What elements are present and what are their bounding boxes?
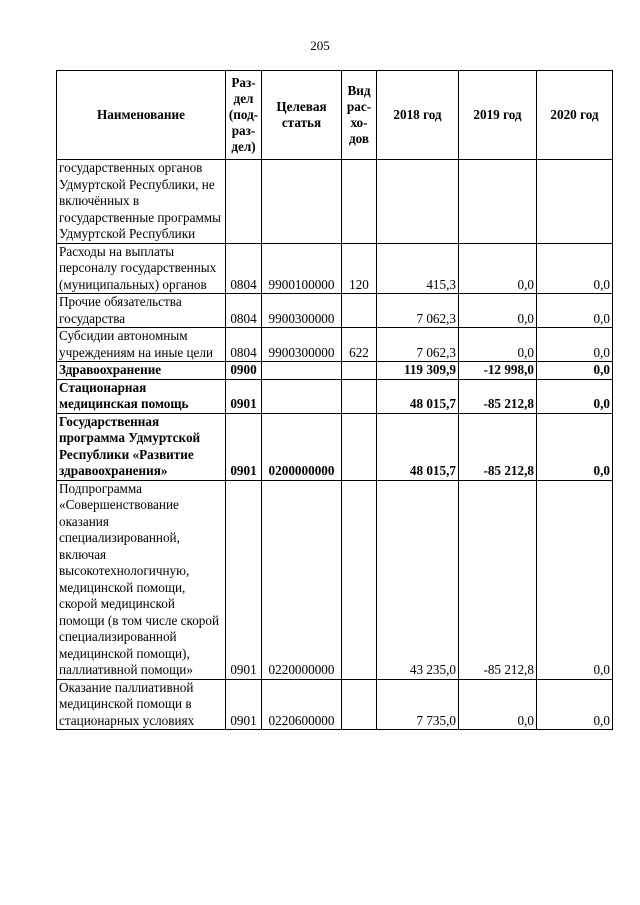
header-razdel: Раз- дел (под- раз- дел) <box>226 71 262 160</box>
row-vid <box>342 679 377 730</box>
row-razdel: 0901 <box>226 379 262 413</box>
table-row <box>57 243 613 294</box>
table-row <box>57 294 613 328</box>
row-vid <box>342 413 377 480</box>
row-target: 0220600000 <box>262 679 342 730</box>
row-2020 <box>537 160 613 244</box>
row-name: Стационарная медицинская помощь <box>57 379 226 413</box>
row-name: Подпрограмма «Совершенствование оказания специализированной, включая высокотехнологичную, медицинской помощи, скорой медицинской помощи (в том числе скорой специализированной медицинской помощи), паллиативной помощи» <box>57 480 226 679</box>
row-2019: 0,0 <box>459 294 537 328</box>
row-2018: 48 015,7 <box>377 379 459 413</box>
row-name: Здравоохранение <box>57 362 226 380</box>
row-target: 9900300000 <box>262 294 342 328</box>
row-2019: 0,0 <box>459 328 537 362</box>
table-row <box>57 160 613 244</box>
row-razdel: 0804 <box>226 294 262 328</box>
header-2020: 2020 год <box>537 71 613 160</box>
table-row <box>57 413 613 480</box>
row-vid <box>342 379 377 413</box>
row-vid <box>342 294 377 328</box>
row-target <box>262 362 342 380</box>
row-2020: 0,0 <box>537 328 613 362</box>
row-razdel: 0901 <box>226 413 262 480</box>
table-row <box>57 480 613 679</box>
table-row <box>57 379 613 413</box>
row-2020: 0,0 <box>537 480 613 679</box>
row-2018: 119 309,9 <box>377 362 459 380</box>
row-razdel: 0900 <box>226 362 262 380</box>
row-2019: 0,0 <box>459 243 537 294</box>
row-2018: 7 062,3 <box>377 294 459 328</box>
row-2018: 7 062,3 <box>377 328 459 362</box>
row-target <box>262 379 342 413</box>
row-2018: 48 015,7 <box>377 413 459 480</box>
budget-table <box>56 70 613 730</box>
row-2018 <box>377 160 459 244</box>
row-name: Оказание паллиативной медицинской помощи в стационарных условиях <box>57 679 226 730</box>
page-number: 205 <box>310 38 330 53</box>
row-2020: 0,0 <box>537 294 613 328</box>
row-razdel: 0804 <box>226 243 262 294</box>
row-vid <box>342 160 377 244</box>
row-name: Расходы на выплаты персоналу государственных (муниципальных) органов <box>57 243 226 294</box>
row-2020: 0,0 <box>537 379 613 413</box>
row-target: 0200000000 <box>262 413 342 480</box>
row-vid <box>342 480 377 679</box>
row-2019: 0,0 <box>459 679 537 730</box>
row-2020: 0,0 <box>537 413 613 480</box>
header-row <box>57 71 613 160</box>
row-2019: -85 212,8 <box>459 413 537 480</box>
row-2019: -12 998,0 <box>459 362 537 380</box>
table-row <box>57 362 613 380</box>
table-row <box>57 328 613 362</box>
row-2020: 0,0 <box>537 243 613 294</box>
row-vid: 622 <box>342 328 377 362</box>
row-2018: 7 735,0 <box>377 679 459 730</box>
row-name: Государственная программа Удмуртской Республики «Развитие здравоохранения» <box>57 413 226 480</box>
row-target: 9900300000 <box>262 328 342 362</box>
row-name: государственных органов Удмуртской Республики, не включённых в государственные программы Удмуртской Республики <box>57 160 226 244</box>
header-2019: 2019 год <box>459 71 537 160</box>
row-razdel <box>226 160 262 244</box>
row-target: 0220000000 <box>262 480 342 679</box>
row-2019: -85 212,8 <box>459 480 537 679</box>
row-2018: 415,3 <box>377 243 459 294</box>
table-row <box>57 679 613 730</box>
row-2020: 0,0 <box>537 362 613 380</box>
row-target: 9900100000 <box>262 243 342 294</box>
header-name: Наименование <box>57 71 226 160</box>
row-razdel: 0901 <box>226 679 262 730</box>
row-name: Субсидии автономным учреждениям на иные цели <box>57 328 226 362</box>
row-2019: -85 212,8 <box>459 379 537 413</box>
row-razdel: 0901 <box>226 480 262 679</box>
row-target <box>262 160 342 244</box>
header-vid: Вид рас- хо- дов <box>342 71 377 160</box>
row-2020: 0,0 <box>537 679 613 730</box>
header-2018: 2018 год <box>377 71 459 160</box>
row-2019 <box>459 160 537 244</box>
row-2018: 43 235,0 <box>377 480 459 679</box>
row-vid <box>342 362 377 380</box>
row-vid: 120 <box>342 243 377 294</box>
row-name: Прочие обязательства государства <box>57 294 226 328</box>
header-target: Целевая статья <box>262 71 342 160</box>
row-razdel: 0804 <box>226 328 262 362</box>
